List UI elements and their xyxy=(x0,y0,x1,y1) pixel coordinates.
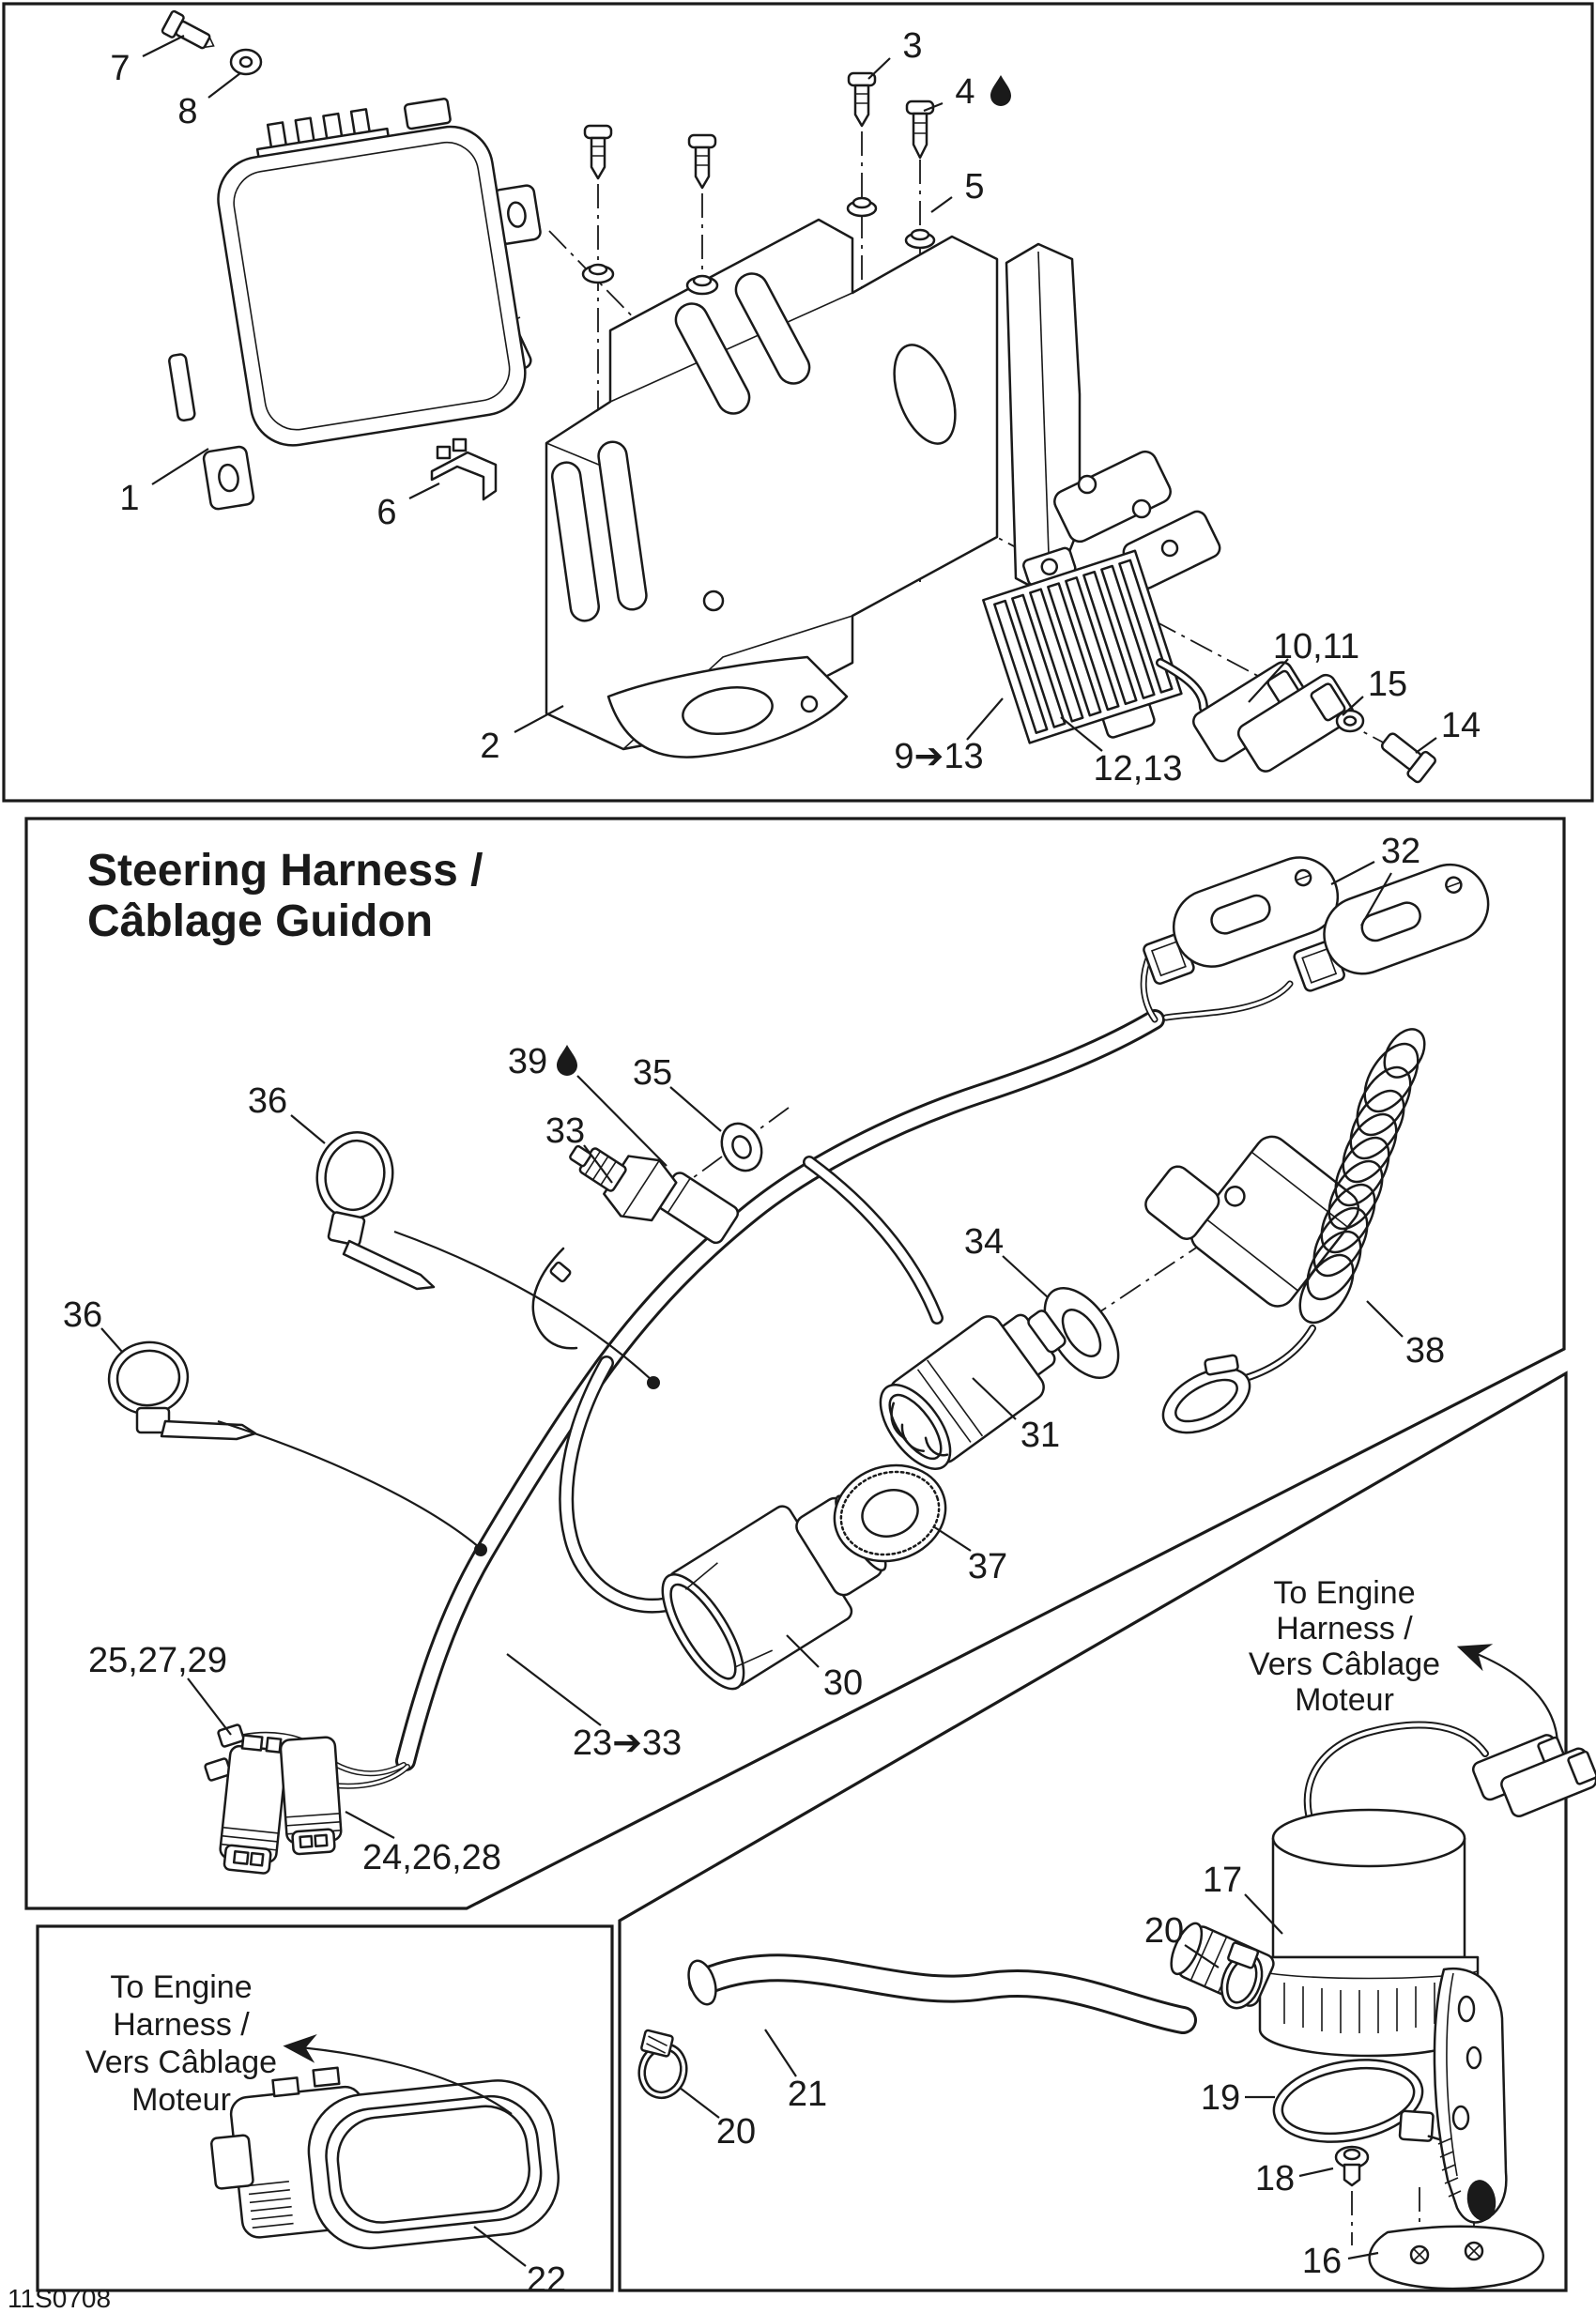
leader-line-p913 xyxy=(967,698,1003,740)
leader-line-p18 xyxy=(1299,2168,1333,2176)
callout-p21: 21 xyxy=(787,2075,828,2114)
leader-line-p242628 xyxy=(345,1812,394,1838)
leader-line-p2333 xyxy=(507,1654,601,1725)
callout-p22: 22 xyxy=(526,2260,567,2300)
leader-line-p7 xyxy=(143,36,184,56)
bilge-hose xyxy=(683,1957,1183,2020)
bolt-14 xyxy=(1377,728,1437,784)
switch-pods xyxy=(1131,800,1498,1044)
callout-p36b: 36 xyxy=(62,1295,103,1335)
callout-p2333: 23➔33 xyxy=(572,1723,683,1763)
bilge-pump xyxy=(1165,1810,1478,2056)
callout-p4: 4 xyxy=(955,72,975,112)
callout-p6: 6 xyxy=(376,493,397,532)
leader-line-p3 xyxy=(868,58,890,79)
callout-p1011: 10,11 xyxy=(1272,627,1360,666)
document-code: 11S0708 xyxy=(8,2284,112,2313)
leader-line-p35 xyxy=(670,1087,721,1131)
carabiner-hook xyxy=(1148,1346,1261,1446)
ecm-module xyxy=(135,85,575,513)
callout-p1213: 12,13 xyxy=(1093,749,1183,789)
engine-note-left-line2: Harness / xyxy=(113,2007,250,2043)
loctite-drop-icon xyxy=(557,1045,577,1076)
screw-icon xyxy=(907,101,933,158)
callout-p38: 38 xyxy=(1404,1331,1446,1371)
cable-tie-lower xyxy=(104,1338,255,1439)
washer-8 xyxy=(231,50,261,74)
callout-p33: 33 xyxy=(545,1111,586,1151)
loctite-drop-icon xyxy=(990,75,1011,106)
callout-p14: 14 xyxy=(1440,706,1481,745)
leader-line-p38 xyxy=(1367,1301,1403,1337)
bolt-7 xyxy=(161,10,220,56)
callout-p7: 7 xyxy=(110,49,130,88)
connector-plug-right xyxy=(280,1737,342,1855)
callout-p20a: 20 xyxy=(1143,1911,1185,1951)
callout-p19: 19 xyxy=(1200,2078,1241,2118)
leader-line-p252729 xyxy=(188,1678,231,1735)
leader-line-p21 xyxy=(765,2030,796,2076)
callout-p31: 31 xyxy=(1020,1416,1061,1455)
leader-line-p14 xyxy=(1416,738,1436,753)
callout-p35: 35 xyxy=(632,1053,673,1093)
engine-note-left-line4: Moteur xyxy=(131,2082,231,2118)
leader-line-p36b xyxy=(101,1328,122,1352)
screw-icon xyxy=(689,135,715,188)
flange-nut-icon xyxy=(848,198,876,216)
leader-line-p32 xyxy=(1331,862,1374,884)
callout-p252729: 25,27,29 xyxy=(88,1641,227,1680)
washer-35 xyxy=(714,1117,769,1177)
callout-p2: 2 xyxy=(480,727,500,766)
flange-nut-icon xyxy=(906,230,934,248)
push-nut-icon xyxy=(583,265,613,283)
leader-line-p5 xyxy=(931,197,952,212)
leader-line-p36a xyxy=(291,1115,325,1143)
engine-note-right-line4: Moteur xyxy=(1295,1682,1394,1718)
callout-p39: 39 xyxy=(507,1042,548,1081)
leader-line-p1 xyxy=(152,449,208,484)
callout-p3: 3 xyxy=(902,26,923,66)
engine-note-left-line1: To Engine xyxy=(110,1969,253,2005)
callout-p17: 17 xyxy=(1202,1861,1243,1900)
callout-p1: 1 xyxy=(119,479,140,518)
callout-p913: 9➔13 xyxy=(894,737,984,776)
engine-note-right-line1: To Engine xyxy=(1273,1575,1416,1611)
callout-p8: 8 xyxy=(177,92,198,131)
callout-p30: 30 xyxy=(822,1663,864,1703)
cable-tie-upper xyxy=(309,1126,434,1289)
screw-icon xyxy=(849,73,875,126)
callout-p242628: 24,26,28 xyxy=(362,1838,501,1877)
pump-connector xyxy=(1471,1723,1596,1827)
engine-note-right-line2: Harness / xyxy=(1276,1611,1413,1647)
side-bracket xyxy=(1006,244,1223,597)
callout-p15: 15 xyxy=(1367,665,1408,704)
leader-line-p8 xyxy=(208,73,240,98)
callout-p37: 37 xyxy=(967,1547,1008,1586)
clip-6 xyxy=(432,439,496,499)
callout-p5: 5 xyxy=(964,167,985,207)
callout-p16: 16 xyxy=(1301,2242,1343,2281)
engine-note-left-line3: Vers Câblage xyxy=(84,2045,278,2080)
leader-line-p34 xyxy=(1003,1256,1048,1297)
leader-line-p37 xyxy=(933,1526,971,1551)
callout-p18: 18 xyxy=(1254,2159,1296,2198)
leader-line-p6 xyxy=(409,483,439,498)
steering-title-line2: Câblage Guidon xyxy=(87,896,434,946)
screw-icon xyxy=(585,126,611,178)
washer-15 xyxy=(1337,711,1363,731)
callout-p20b: 20 xyxy=(715,2112,757,2152)
callout-p32: 32 xyxy=(1380,832,1421,871)
leader-line-p20b xyxy=(680,2088,719,2118)
callout-p34: 34 xyxy=(963,1222,1005,1262)
steering-title-line1: Steering Harness / xyxy=(87,846,483,896)
engine-note-right-line3: Vers Câblage xyxy=(1248,1647,1441,1682)
connector-plug-left xyxy=(218,1734,288,1874)
mounting-bracket xyxy=(432,220,997,758)
screw-18 xyxy=(1336,2147,1368,2245)
callout-p36a: 36 xyxy=(247,1081,288,1121)
push-nut-icon xyxy=(687,276,717,294)
